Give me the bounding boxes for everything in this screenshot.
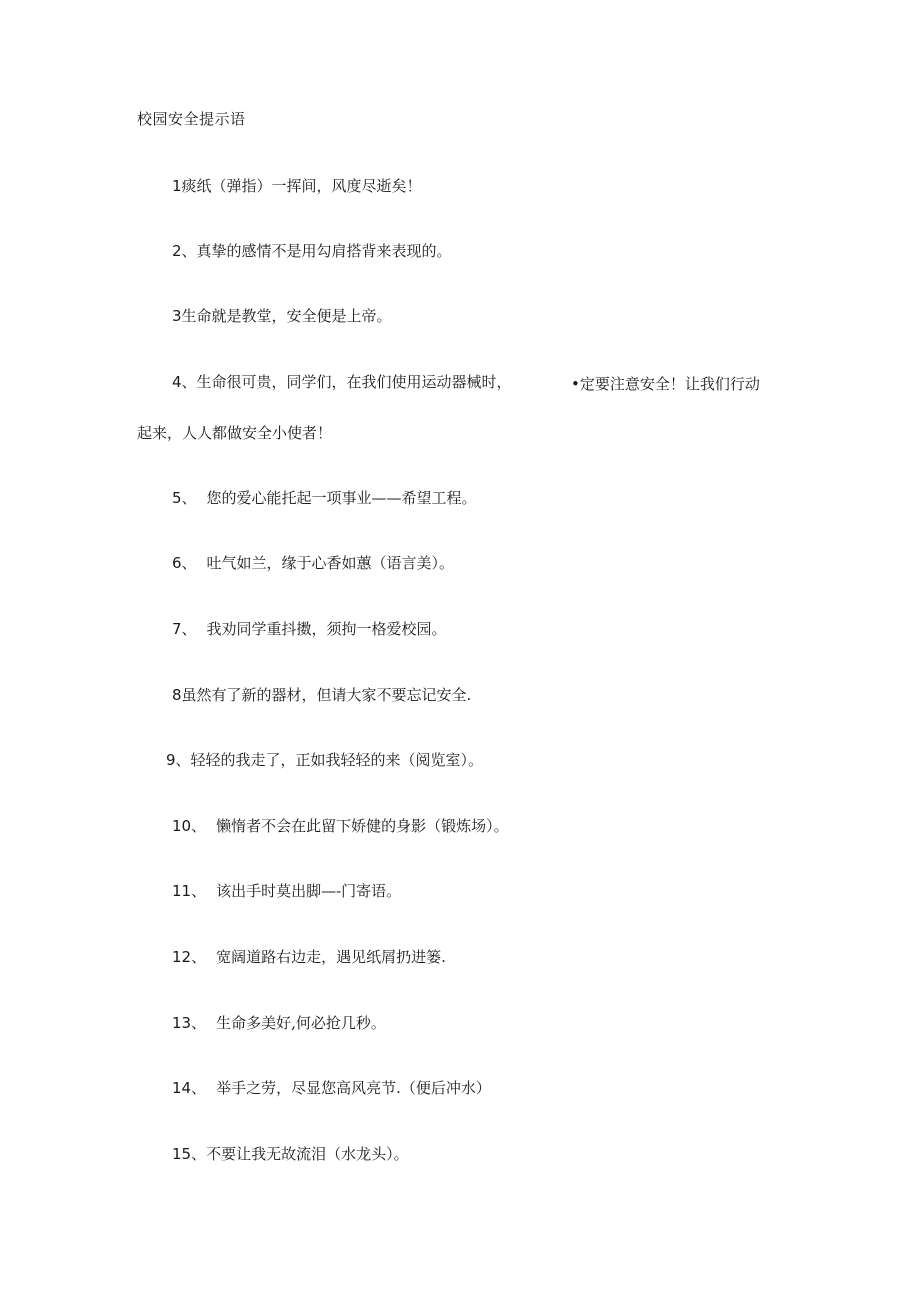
item-text: 生命很可贵，同学们，在我们使用运动器械时， (196, 373, 512, 391)
item-number: 8 (172, 686, 182, 704)
document-title: 校园安全提示语 (137, 110, 246, 128)
item-number: 1 (172, 177, 182, 195)
list-item (172, 1012, 386, 1034)
list-item (172, 815, 509, 837)
list-item (172, 946, 446, 968)
item-text: 吐气如兰，缘于心香如蕙（语言美）。 (206, 554, 455, 572)
list-item (172, 305, 392, 327)
item-number: 4、 (172, 373, 197, 391)
item-number: 2、 (172, 242, 197, 260)
list-item (172, 880, 401, 902)
item-text: 虽然有了新的器材，但请大家不要忘记安全. (181, 686, 472, 704)
list-item (172, 371, 512, 393)
list-item (166, 749, 483, 771)
item-text: 该出手时莫出脚—-门寄语。 (216, 882, 402, 900)
list-item (172, 175, 422, 197)
item-text: 懒惰者不会在此留下娇健的身影（锻炼场）。 (216, 817, 509, 835)
item-text: 宽阔道路右边走，遇见纸屑扔进篓. (216, 948, 446, 966)
item-number: 6、 (172, 554, 197, 572)
list-item (172, 1077, 491, 1099)
item-number: 3 (172, 307, 182, 325)
item-text: 举手之劳，尽显您高风亮节.（便后冲水） (216, 1079, 491, 1097)
item-text: 您的爱心能托起一项事业——希望工程。 (206, 489, 477, 507)
item-text: 生命就是教堂，安全便是上帝。 (181, 307, 392, 325)
list-item-continuation: 起来，人人都做安全小使者！ (137, 424, 333, 442)
item-number: 5、 (172, 489, 197, 507)
list-item-text-right: •定要注意安全！让我们行动 (571, 375, 760, 393)
item-number: 7、 (172, 620, 197, 638)
item-text: 生命多美好,何必抢几秒。 (216, 1014, 386, 1032)
list-item (172, 1143, 409, 1165)
list-item (172, 552, 454, 574)
item-number: 9、 (166, 751, 191, 769)
item-number: 13、 (172, 1014, 207, 1032)
item-text: 痰纸（弹指）一挥间，风度尽逝矣！ (181, 177, 422, 195)
item-text: 不要让我无故流泪（水龙头）。 (206, 1145, 409, 1163)
item-number: 10、 (172, 817, 207, 835)
list-item (172, 684, 471, 706)
item-number: 15、 (172, 1145, 207, 1163)
item-number: 11、 (172, 882, 207, 900)
item-text: 轻轻的我走了，正如我轻轻的来（阅览室）。 (190, 751, 484, 769)
item-text: 我劝同学重抖擞，须拘一格爱校园。 (206, 620, 447, 638)
item-number: 12、 (172, 948, 207, 966)
item-number: 14、 (172, 1079, 207, 1097)
item-text: 真挚的感情不是用勾肩搭背来表现的。 (196, 242, 452, 260)
list-item (172, 618, 447, 640)
list-item (172, 487, 477, 509)
list-item (172, 240, 452, 262)
